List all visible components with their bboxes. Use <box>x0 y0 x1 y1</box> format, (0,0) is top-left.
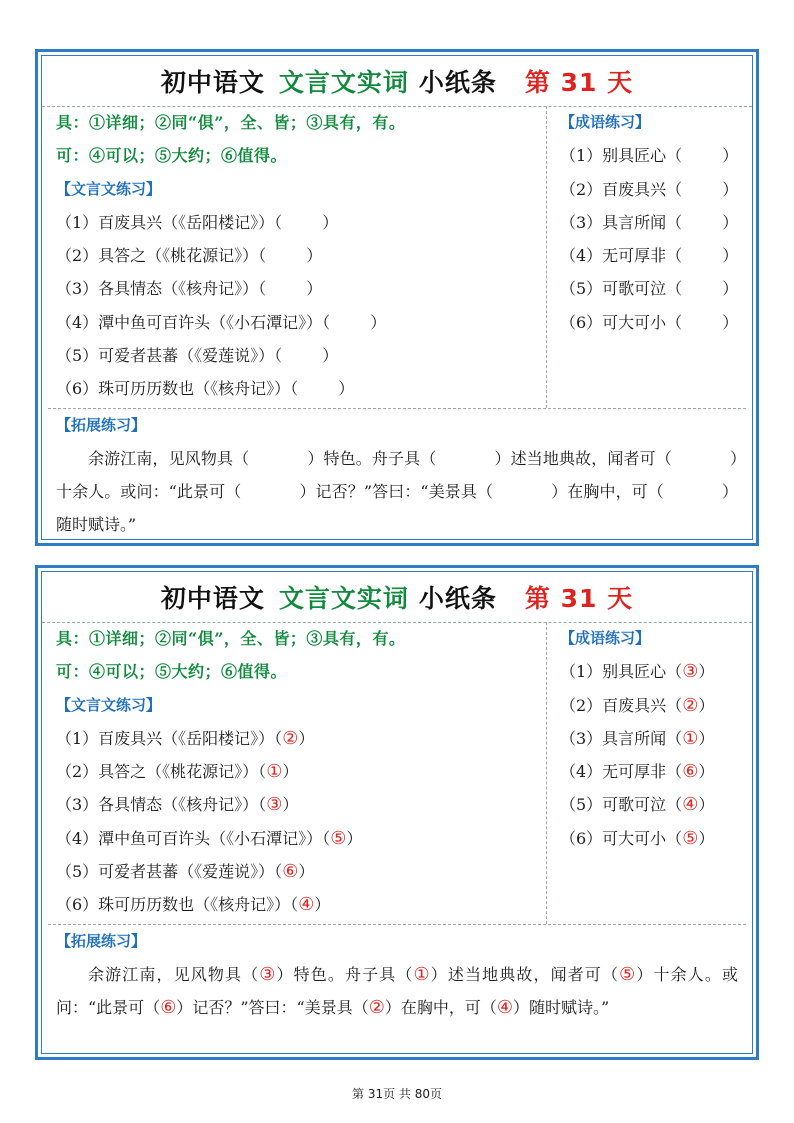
chengyu-item: （5）可歌可泣（④） <box>560 794 715 816</box>
chengyu-item: （6）可大可小（ ） <box>560 312 739 332</box>
chengyu-item: （2）百废具兴（ ） <box>560 179 739 199</box>
chengyu-item: （3）具言所闻（①） <box>560 727 715 749</box>
answer-mark: ③ <box>266 794 283 816</box>
answer-mark: ② <box>282 727 299 749</box>
chengyu-item: （4）无可厚非（ ） <box>560 246 739 266</box>
title-day: 第 31 天 <box>524 68 634 97</box>
wenyan-item: （3）各具情态（《核舟记》）（③） <box>56 794 299 816</box>
chengyu-section <box>547 106 746 408</box>
card-title <box>42 56 752 107</box>
definition-ju: 具：①详细；②同“俱”，全、皆；③具有，有。 <box>56 113 406 132</box>
answer-mark: ④ <box>298 894 315 916</box>
chengyu-section <box>547 622 746 924</box>
answer-mark: ⑥ <box>282 861 299 883</box>
definition-ju: 具：①详细；②同“俱”，全、皆；③具有，有。 <box>56 629 406 648</box>
title-part3: 小纸条 <box>418 584 497 613</box>
wenyan-item: （4）潭中鱼可百许头（《小石潭记》）（⑤） <box>56 827 363 849</box>
page-footer: 第 31页 共 80页 <box>352 1087 442 1101</box>
title-part1: 初中语文 <box>160 68 265 97</box>
chengyu-item: （1）别具匠心（③） <box>560 661 715 683</box>
extension-section <box>48 408 746 541</box>
title-part1: 初中语文 <box>160 584 265 613</box>
exercise-card <box>35 49 759 546</box>
wenyan-item: （5）可爱者甚蕃（《爱莲说》）（⑥） <box>56 861 315 883</box>
extension-paragraph: 余游江南，见风物具（③）特色。舟子具（①）述当地典故，闻者可（⑤）十余人。或问：“此景可（⑥）记否？”答曰：“美景具（②）在胸中，可（④）随时赋诗。” <box>56 964 738 1019</box>
extension-heading: 【拓展练习】 <box>56 932 147 950</box>
answer-mark: ⑤ <box>682 827 699 849</box>
wenyan-item: （1）百废具兴（《岳阳楼记》）（ ） <box>56 212 339 232</box>
card-title <box>42 572 752 623</box>
wenyan-item: （5）可爱者甚蕃（《爱莲说》）（ ） <box>56 346 339 366</box>
wenyan-item: （2）具答之（《桃花源记》）（ ） <box>56 246 323 266</box>
chengyu-item: （6）可大可小（⑤） <box>560 827 715 849</box>
answer-mark: ⑥ <box>682 761 699 783</box>
wenyan-item: （6）珠可历历数也（《核舟记》）（ ） <box>56 379 355 399</box>
answer-mark: ① <box>266 761 283 783</box>
wenyan-item: （3）各具情态（《核舟记》）（ ） <box>56 279 323 299</box>
wenyan-heading: 【文言文练习】 <box>56 179 162 198</box>
title-part3: 小纸条 <box>418 68 497 97</box>
wenyan-item: （2）具答之（《桃花源记》）（①） <box>56 761 299 783</box>
extension-heading: 【拓展练习】 <box>56 416 147 434</box>
chengyu-item: （1）别具匠心（ ） <box>560 146 739 166</box>
title-part2: 文言文实词 <box>278 584 409 613</box>
answer-mark: ③ <box>682 661 699 683</box>
answer-card <box>35 565 759 1060</box>
wenyan-item: （4）潭中鱼可百许头（《小石潭记》）（ ） <box>56 312 387 332</box>
extension-section <box>48 924 746 1024</box>
chengyu-item: （4）无可厚非（⑥） <box>560 761 715 783</box>
extension-paragraph: 余游江南，见风物具（ ）特色。舟子具（ ）述当地典故，闻者可（ ）十余人。或问：“此景可（ ）记否？”答曰：“美景具（ ）在胸中，可（ ）随时赋诗。” <box>56 449 738 535</box>
chengyu-item: （2）百废具兴（②） <box>560 694 715 716</box>
answer-mark: ④ <box>682 794 699 816</box>
definition-ke: 可：④可以；⑤大约；⑥值得。 <box>56 662 288 682</box>
title-part2: 文言文实词 <box>278 68 409 97</box>
answer-mark: ① <box>682 727 699 749</box>
main-section <box>48 622 547 924</box>
definition-ke: 可：④可以；⑤大约；⑥值得。 <box>56 146 288 166</box>
answer-mark: ② <box>682 694 699 716</box>
chengyu-item: （5）可歌可泣（ ） <box>560 279 739 299</box>
chengyu-item: （3）具言所闻（ ） <box>560 212 739 232</box>
main-section <box>48 106 547 408</box>
wenyan-item: （6）珠可历历数也（《核舟记》）（④） <box>56 894 331 916</box>
wenyan-item: （1）百废具兴（《岳阳楼记》）（②） <box>56 727 315 749</box>
title-day: 第 31 天 <box>524 584 634 613</box>
answer-mark: ⑤ <box>330 827 347 849</box>
chengyu-heading: 【成语练习】 <box>560 113 651 131</box>
wenyan-heading: 【文言文练习】 <box>56 695 162 714</box>
chengyu-heading: 【成语练习】 <box>560 629 651 647</box>
